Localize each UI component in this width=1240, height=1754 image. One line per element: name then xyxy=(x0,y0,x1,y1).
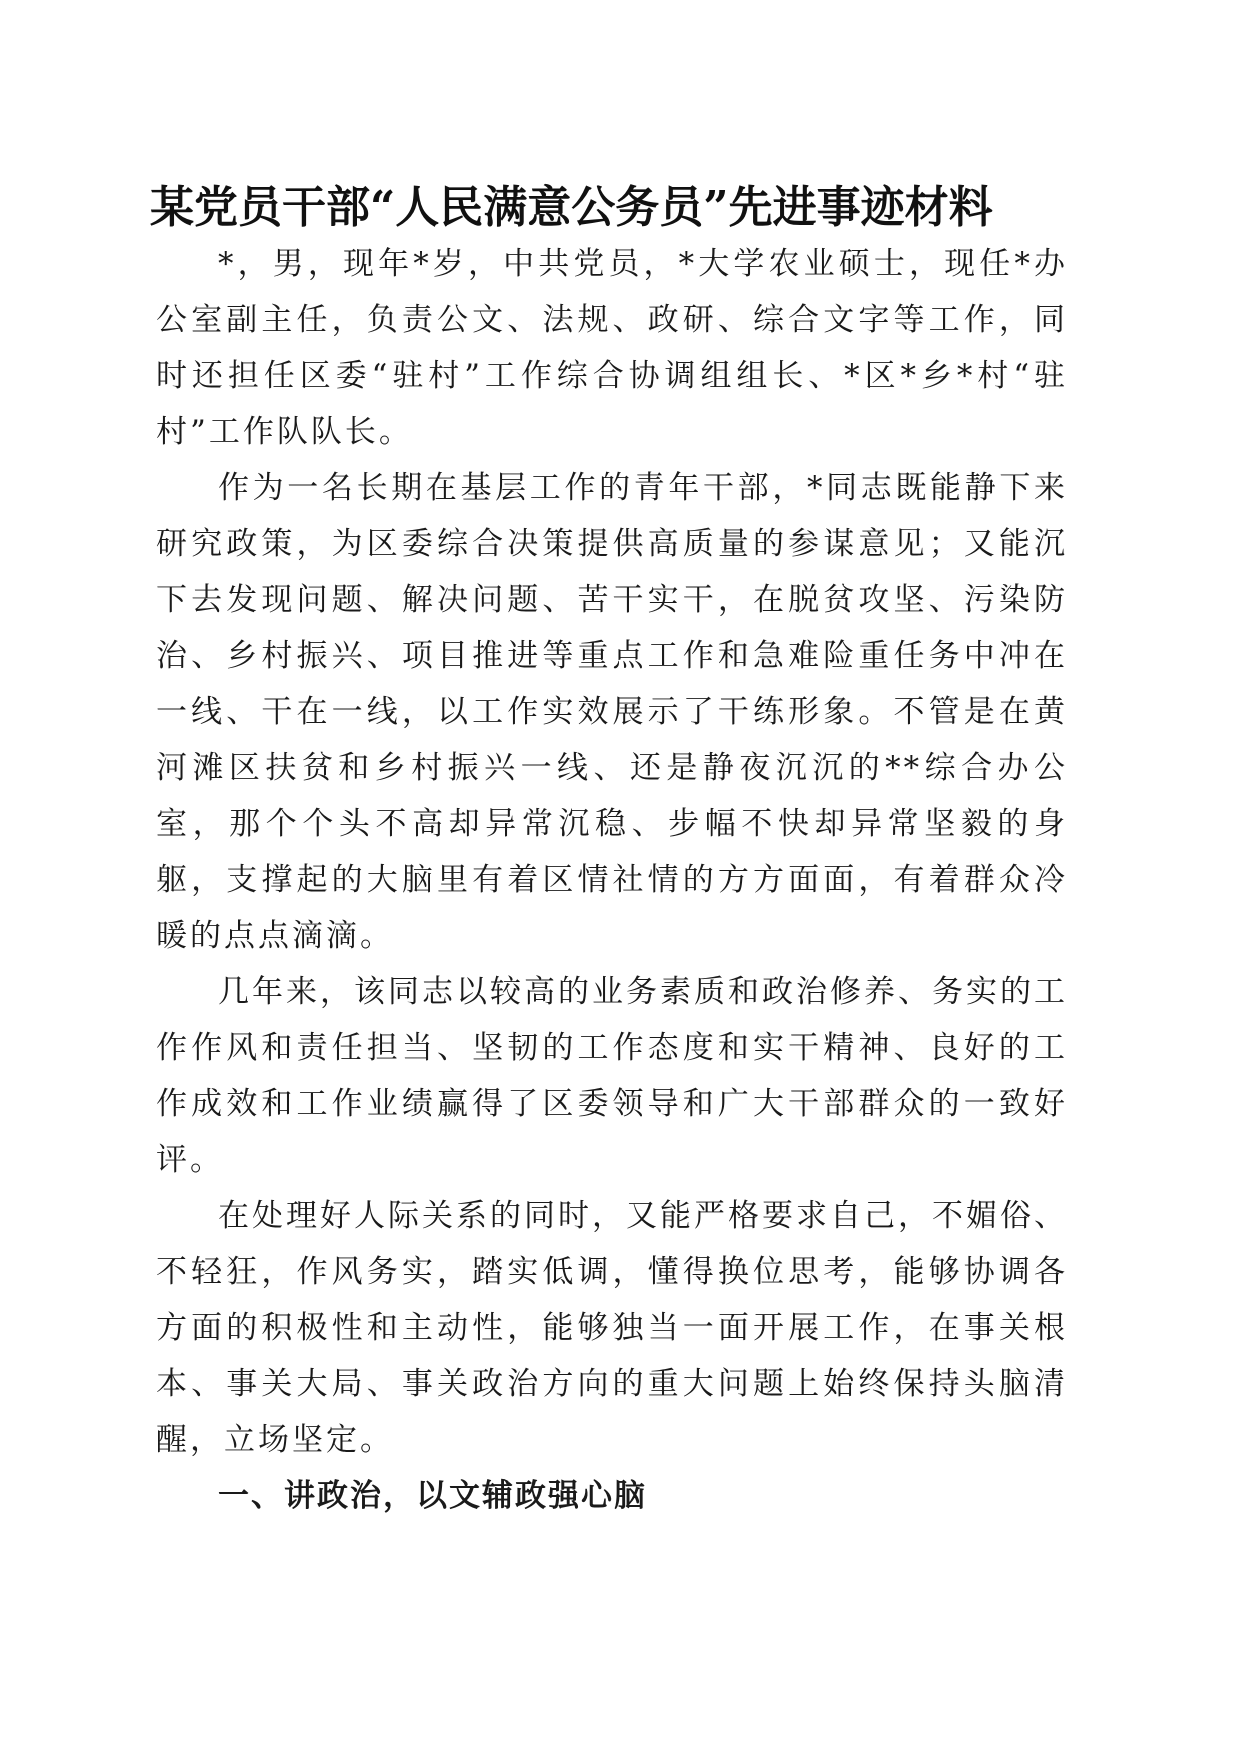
document-title: 某党员干部“人民满意公务员”先进事迹材料 xyxy=(150,182,993,233)
section-heading: 一、讲政治，以文辅政强心脑 xyxy=(218,1478,647,1514)
body-paragraph-3: 几年来，该同志以较高的业务素质和政治修养、务实的工作作风和责任担当、坚韧的工作态度和实干精神、良好的工作成效和工作业绩赢得了区委领导和广大干部群众的一致好评。 xyxy=(156,974,1068,1178)
body-paragraph-2: 作为一名长期在基层工作的青年干部，*同志既能静下来研究政策，为区委综合决策提供高质量的参谋意见；又能沉下去发现问题、解决问题、苦干实干，在脱贫攻坚、污染防治、乡村振兴、项目推进等重点工作和急难险重任务中冲在一线、干在一线，以工作实效展示了干练形象。不管是在黄河滩区扶贫和乡村振兴一线、还是静夜沉沉的**综合办公室，那个个头不高却异常沉稳、步幅不快却异常坚毅的身躯，支撑起的大脑里有着区情社情的方方面面，有着群众冷暖的点点滴滴。 xyxy=(156,470,1068,954)
body-paragraph-4: 在处理好人际关系的同时，又能严格要求自己，不媚俗、不轻狂，作风务实，踏实低调，懂得换位思考，能够协调各方面的积极性和主动性，能够独当一面开展工作，在事关根本、事关大局、事关政治方向的重大问题上始终保持头脑清醒，立场坚定。 xyxy=(156,1198,1068,1458)
body-paragraph-1: *，男，现年*岁，中共党员，*大学农业硕士，现任*办公室副主任，负责公文、法规、政研、综合文字等工作，同时还担任区委“驻村”工作综合协调组组长、*区*乡*村“驻村”工作队队长。 xyxy=(156,246,1068,450)
document-body xyxy=(156,236,1068,1524)
